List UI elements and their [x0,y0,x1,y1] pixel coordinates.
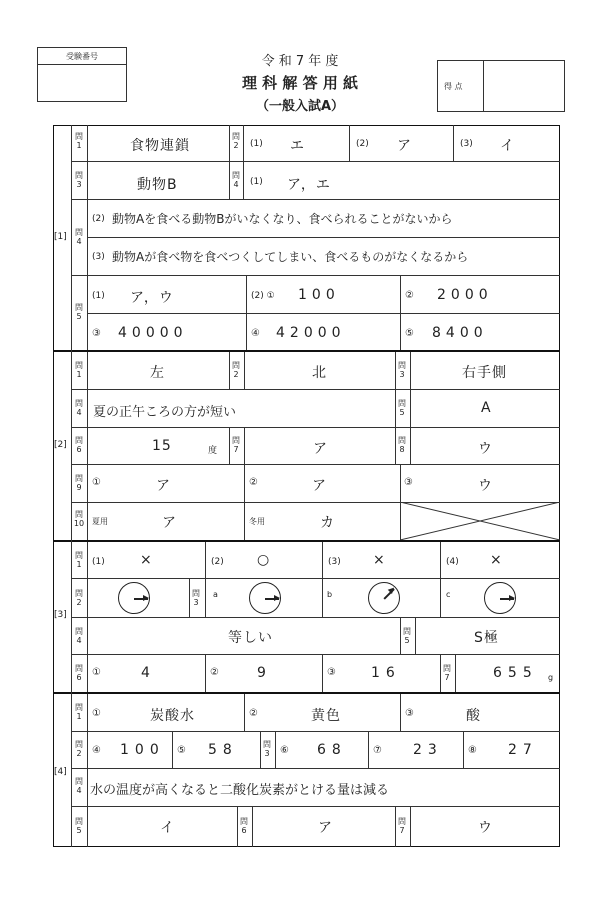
s1-q3-answer: 動物B [137,177,178,193]
s3-q4-answer: 等しい [228,630,273,646]
s2-q9-label: 問 9 [75,474,83,492]
s2-q4-label: 問 4 [75,399,83,417]
s4-q3-7-answer: 23 [413,742,443,758]
s2-q8-label: 問 8 [398,436,406,454]
s2-q5-answer: A [481,400,492,416]
s4-q4-answer: 水の温度が高くなると二酸化炭素がとける量は減る [90,783,390,798]
s4-q5-label: 問 5 [75,817,83,835]
score-box [437,60,565,112]
section-1-label: [1] [54,232,67,242]
section-2-label: [2] [54,440,67,450]
s3-q1-1-answer: × [140,552,153,568]
s2-q7-label: 問 7 [232,436,240,454]
s3-q6-2-answer: 9 [257,665,267,681]
s1-q3-label: 問 3 [75,171,83,189]
s3-q7-unit: g [548,673,554,682]
s2-q7-answer: ア [313,441,328,457]
section-4-label: [4] [54,767,67,777]
s1-q4-1-answer: ア，エ [287,177,331,193]
s2-q2-answer: 北 [312,365,327,381]
s3-q5-answer: S極 [474,630,499,646]
s4-q1-2-answer: 黄色 [311,708,341,724]
s2-q6-unit: 度 [208,446,218,456]
s3-q6-label: 問 6 [75,664,83,682]
s4-q1-label: 問 1 [75,703,83,721]
s1-q2-1-answer: エ [290,138,305,154]
s1-q4a-label: 問 4 [232,171,240,189]
s3-q1-2-answer: ○ [257,552,271,568]
s2-q3-answer: 右手側 [462,365,507,381]
s3-q1-label: 問 1 [75,551,83,569]
s4-q1-1-answer: 炭酸水 [150,708,195,724]
s1-q5-5-answer: 42000 [276,325,346,341]
s1-q2-label: 問 2 [232,132,240,150]
s1-q5-4-answer: 40000 [118,325,188,341]
s2-q1-answer: 左 [150,365,165,381]
s3-q6-1-answer: 4 [141,665,151,681]
s4-q3-6-answer: 68 [317,742,347,758]
s2-q5-label: 問 5 [398,399,406,417]
s4-q7-answer: ウ [478,820,493,836]
s1-q5-1-answer: ア，ウ [130,290,174,306]
s1-q5-6-answer: 8400 [432,325,488,341]
s3-q6-3-answer: 16 [371,665,401,681]
s2-q9-3-answer: ウ [478,478,493,494]
exam-year: 令 和 7 年 度 [261,54,339,69]
s1-q5-3-answer: 2000 [437,287,493,303]
s4-q3-8-answer: 27 [508,742,538,758]
score-label: 得 点 [444,82,463,91]
s3-q3-label: 問 3 [192,589,200,607]
section-3-label: [3] [54,610,67,620]
s4-q3-label: 問 3 [263,740,271,758]
s2-q8-answer: ウ [478,441,493,457]
s2-q4-answer: 夏の正午ころの方が短い [93,405,237,420]
s3-q4-label: 問 4 [75,627,83,645]
page-title: 理 科 解 答 用 紙 [241,74,359,92]
s1-q5-label: 問 5 [75,303,83,321]
compass-needle-a-icon [249,582,281,614]
s3-q7-answer: 655 [493,665,538,681]
s1-q4-2-answer: 動物Aを食べる動物Bがいなくなり、食べられることがないから [112,212,453,226]
s2-q10-summer-answer: ア [162,515,177,531]
compass-needle-icon [118,582,150,614]
s4-q2-5-answer: 58 [208,742,238,758]
s2-q2-label: 問 2 [232,361,240,379]
compass-needle-b-icon [368,582,400,614]
s4-q2-4-answer: 100 [120,742,165,758]
s2-q1-label: 問 1 [75,361,83,379]
s4-q2-label: 問 2 [75,740,83,758]
s1-q5-2-answer: 100 [298,287,340,303]
s4-q6-label: 問 6 [240,817,248,835]
s2-q9-1-answer: ア [156,478,171,494]
s1-q1-label: 問 1 [75,132,83,150]
s4-q6-answer: ア [318,820,333,836]
s2-q3-label: 問 3 [398,361,406,379]
exam-number-label: 受験番号 [66,52,98,61]
s4-q5-answer: イ [160,820,175,836]
s1-q4b-label: 問 4 [75,228,83,246]
s2-q6-label: 問 6 [75,436,83,454]
crossed-out-cell [400,502,560,540]
s3-q2-label: 問 2 [75,589,83,607]
s2-q10-winter-answer: カ [320,515,335,531]
s3-q7-label: 問 7 [443,664,451,682]
page-subtitle: （一般入試A） [255,99,345,114]
s1-q1-answer: 食物連鎖 [130,138,190,154]
s3-q5-label: 問 5 [403,627,411,645]
s3-q1-3-answer: × [373,552,386,568]
s2-q10-label: 問 10 [73,510,85,528]
s2-q9-2-answer: ア [312,478,327,494]
s1-q2-2-answer: ア [397,138,412,154]
s3-q1-4-answer: × [490,552,503,568]
s4-q7-label: 問 7 [398,817,406,835]
s2-q6-answer: 15 [152,438,172,454]
s1-q4-3-answer: 動物Aが食べ物を食べつくしてしまい、食べるものがなくなるから [112,250,469,264]
s4-q1-3-answer: 酸 [466,708,481,724]
s4-q4-label: 問 4 [75,777,83,795]
compass-needle-c-icon [484,582,516,614]
s1-q2-3-answer: イ [500,138,515,154]
